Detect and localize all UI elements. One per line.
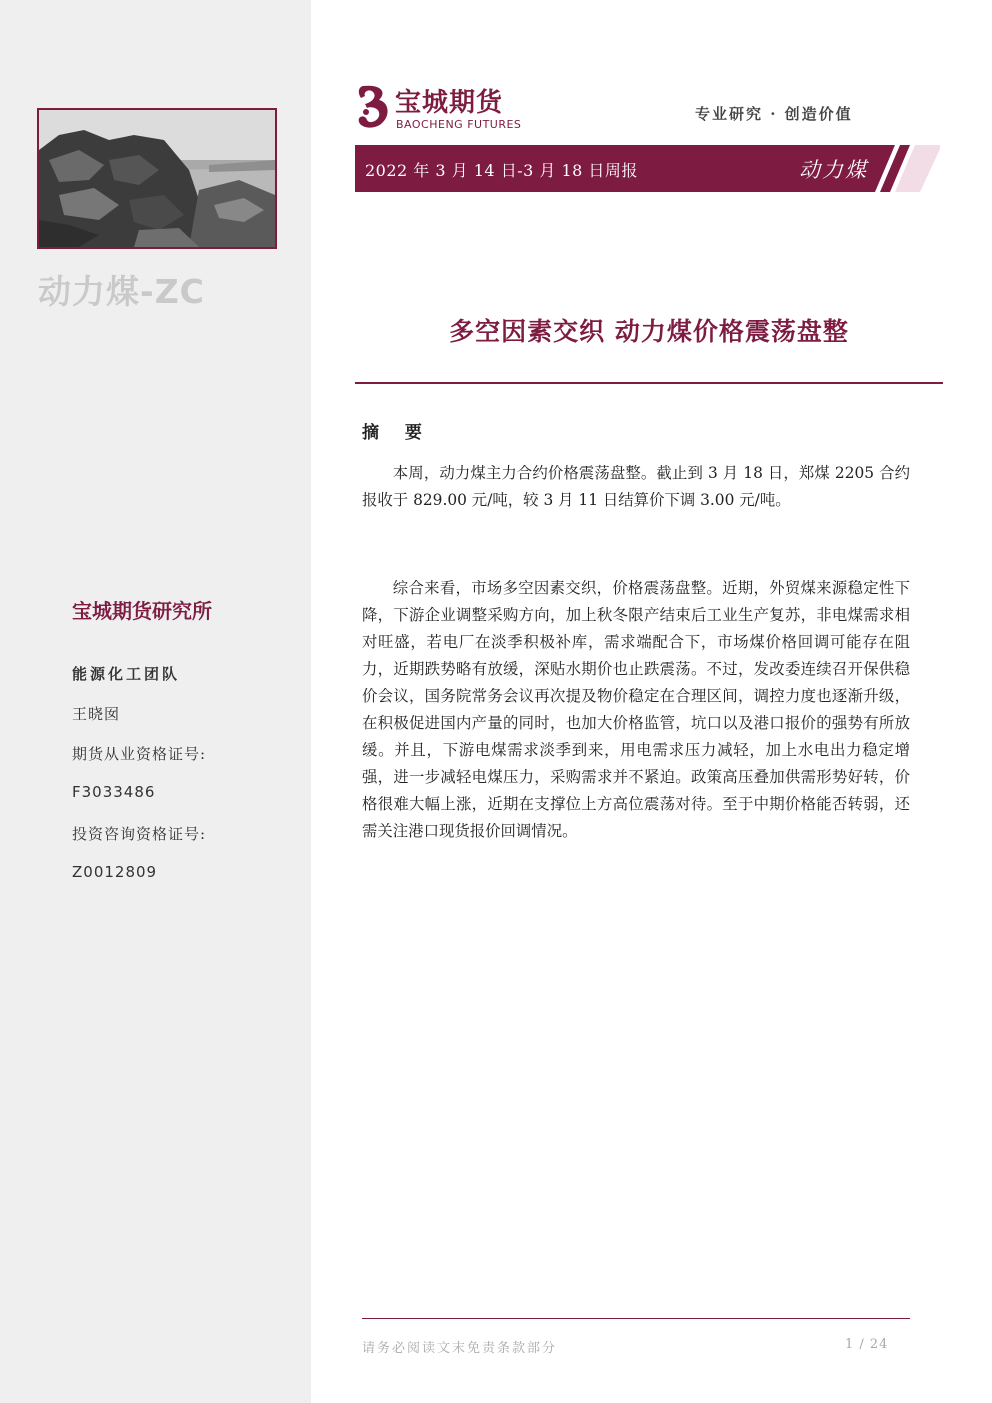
summary-heading: 摘 要 <box>362 423 432 443</box>
summary-paragraph-2: 综合来看，市场多空因素交织，价格震荡盘整。近期，外贸煤来源稳定性下降，下游企业调整采购方向，加上秋冬限产结束后工业生产复苏，非电煤需求相对旺盛，若电厂在淡季积极补库，需求端配合下，市场煤价格回调可能存在阻力，近期跌势略有放缓，深贴水期价也止跌震荡。不过，发改委连续召开保供稳价会议，国务院常务会议再次提及物价稳定在合理区间，调控力度也逐渐升级，在积极促进国内产量的同时，也加大价格监管，坑口以及港口报价的强势有所放缓。并且，下游电煤需求淡季到来，用电需求压力减轻，加上水电出力稳定增强，进一步减轻电煤压力，采购需求并不紧迫。政策高压叠加供需形势好转，价格很难大幅上涨，近期在支撑位上方高位震荡对待。至于中期价格能否转弱，还需关注港口现货报价回调情况。 <box>362 579 910 840</box>
team-name: 能源化工团队 <box>72 665 181 683</box>
invest-cert-number: Z0012809 <box>72 863 158 881</box>
sidebar <box>0 0 311 1403</box>
category-code-watermark: 动力煤-ZC <box>38 272 205 311</box>
report-title: 多空因素交织 动力煤价格震荡盘整 <box>449 317 849 346</box>
page-number: 1 / 24 <box>845 1337 889 1352</box>
footer-disclaimer: 请务必阅读文末免责条款部分 <box>362 1341 558 1356</box>
logo-subtitle: BAOCHENG FUTURES <box>396 118 522 131</box>
coal-photo <box>37 108 277 249</box>
logo-name: 宝城期货 <box>395 88 504 118</box>
futures-cert-label: 期货从业资格证号: <box>72 745 207 763</box>
logo-emblem-icon <box>355 82 393 132</box>
title-divider <box>355 382 943 384</box>
slogan: 专业研究 · 创造价值 <box>695 105 853 123</box>
futures-cert-number: F3033486 <box>72 783 156 801</box>
report-period: 2022 年 3 月 14 日-3 月 18 日周报 <box>365 161 638 180</box>
summary-paragraph-1: 本周，动力煤主力合约价格震荡盘整。截止到 3 月 18 日，郑煤 2205 合约报收于 829.00 元/吨，较 3 月 11 日结算价下调 3.00 元/吨。 <box>362 464 910 509</box>
institute-name: 宝城期货研究所 <box>72 599 212 623</box>
analyst-name: 王晓囡 <box>72 705 121 723</box>
report-category: 动力煤 <box>799 158 868 182</box>
invest-cert-label: 投资咨询资格证号: <box>72 825 207 843</box>
report-banner <box>355 145 940 192</box>
company-logo <box>355 82 555 132</box>
footer-divider <box>362 1318 910 1319</box>
